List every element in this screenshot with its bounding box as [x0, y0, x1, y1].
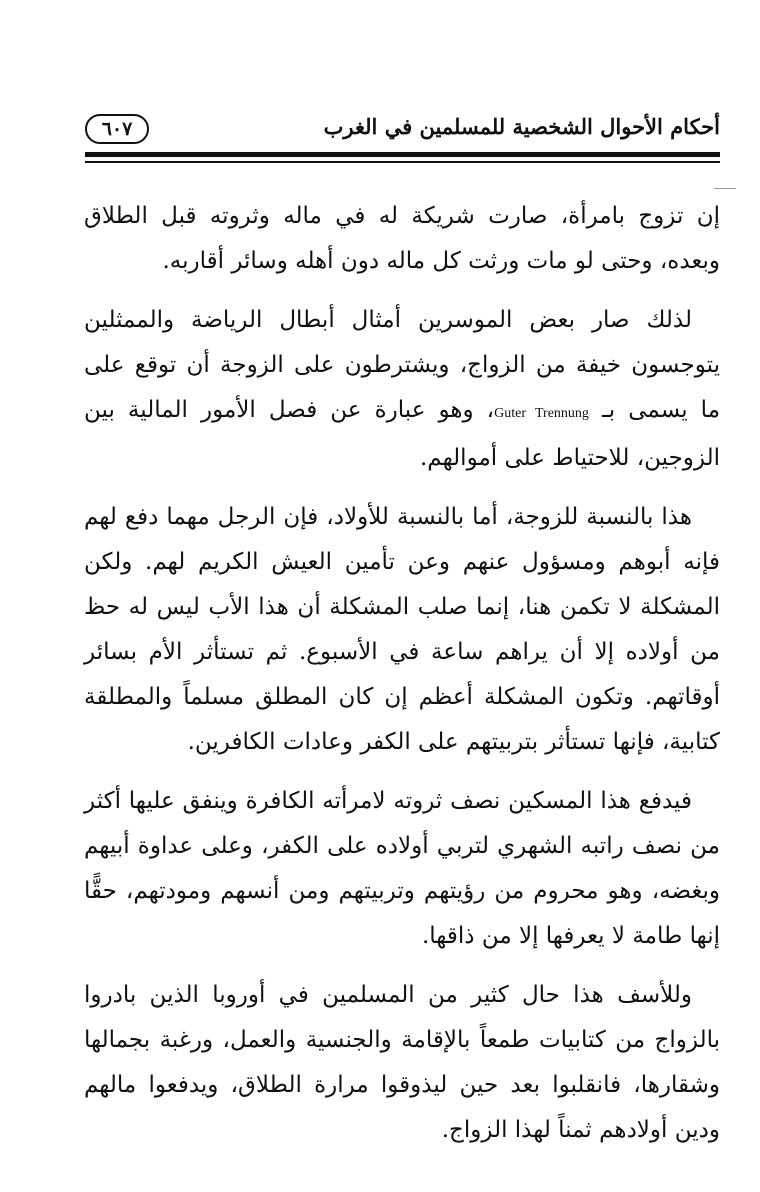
header-rule-thin: [85, 161, 720, 163]
page-body: [84, 194, 720, 1167]
header-rule-thick: [85, 152, 720, 157]
paragraph: هذا بالنسبة للزوجة، أما بالنسبة للأولاد، فإن الرجل مهما دفع لهم فإنه أبوهم ومسؤول عنهم وعن تأمين العيش الكريم لهم. ولكن المشكلة لا تكمن هنا، إنما صلب المشكلة أن هذا الأب ليس له حظ من أولاده إلا أن يراهم ساعة في الأسبوع. ثم تستأثر الأم بسائر أوقاتهم. وتكون المشكلة أعظم إن كان المطلق مسلماً والمطلقة كتابية، فإنها تستأثر بتربيتهم على الكفر وعادات الكافرين.: [84, 504, 720, 755]
book-title: أحكام الأحوال الشخصية للمسلمين في الغرب: [323, 114, 720, 139]
paragraph-text-end: ، وهو عبارة عن فصل الأمور المالية بين الزوجين، للاحتياط على أموالهم.: [84, 397, 720, 471]
paragraph: فيدفع هذا المسكين نصف ثروته لامرأته الكافرة وينفق عليها أكثر من نصف راتبه الشهري لتربي أولاده على الكفر، وعلى عداوة أبيهم وبغضه، وهو محروم من رؤيتهم وتربيتهم ومن أنسهم ومودتهم، حقًّا إنها طامة لا يعرفها إلا من ذاقها.: [84, 788, 720, 949]
paragraph: إن تزوج بامرأة، صارت شريكة له في ماله وثروته قبل الطلاق وبعده، وحتى لو مات ورثت كل ماله دون أهله وسائر أقاربه.: [84, 203, 720, 274]
page-number: ٦٠٧: [85, 114, 149, 144]
paragraph: [84, 298, 720, 481]
corner-mark: [714, 188, 736, 189]
paragraph-text-start: لذلك صار بعض الموسرين أمثال أبطال الرياضة والممثلين يتوجسون خيفة من الزواج، ويشترطون على الزوجة أن توقع على ما يسمى بـ: [84, 307, 721, 423]
paragraph: وللأسف هذا حال كثير من المسلمين في أوروبا الذين بادروا بالزواج من كتابيات طمعاً بالإقامة والجنسية والعمل، ورغبة بجمالها وشقارها، فانقلبوا بعد حين ليذوقوا مرارة الطلاق، ويدفعوا مالهم ودين أولادهم ثمناً لهذا الزواج.: [84, 982, 720, 1143]
foreign-term: Guter Trennung: [494, 406, 589, 421]
